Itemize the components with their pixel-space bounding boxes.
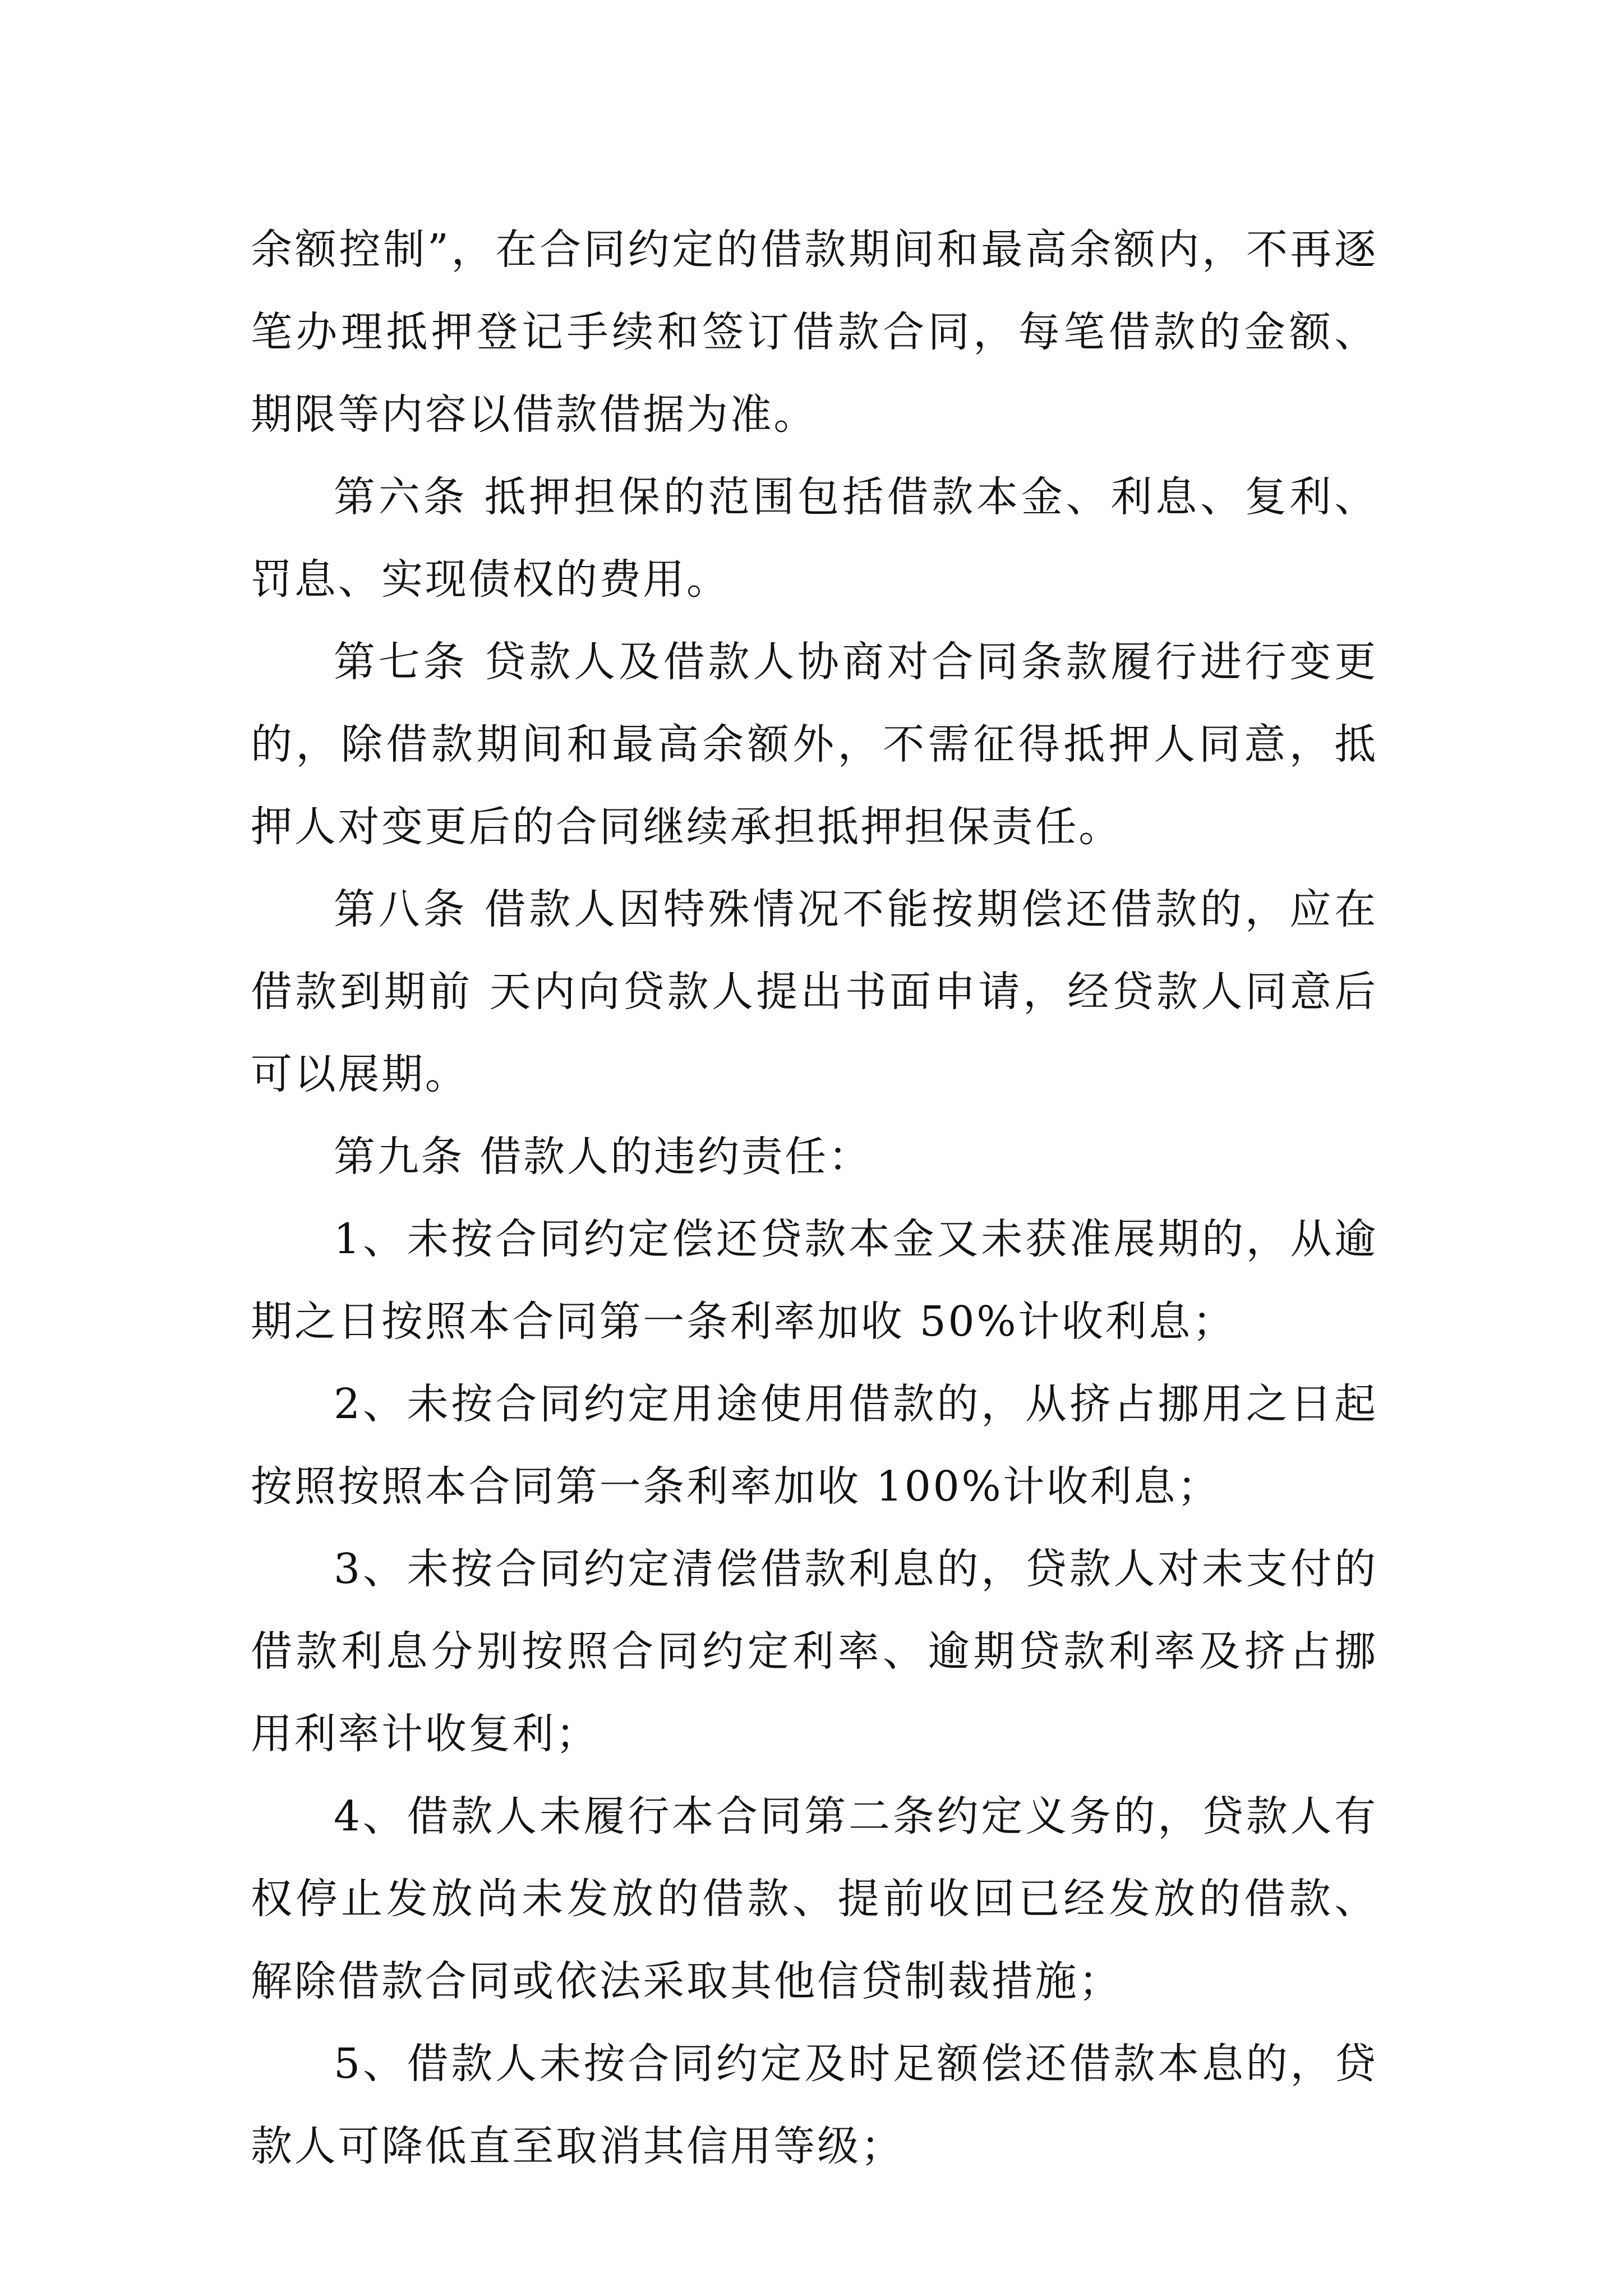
article-9-item-5: 5、借款人未按合同约定及时足额偿还借款本息的，贷款人可降低直至取消其信用等级； [251, 2040, 1378, 2170]
article-7: 第七条 贷款人及借款人协商对合同条款履行进行变更的，除借款期间和最高余额外，不需征得抵押人同意，抵押人对变更后的合同继续承担抵押担保责任。 [251, 638, 1378, 851]
article-9-item-4: 4、借款人未履行本合同第二条约定义务的，贷款人有权停止发放尚未发放的借款、提前收回已经发放的借款、解除借款合同或依法采取其他信贷制裁措施； [251, 1792, 1378, 2005]
article-8: 第八条 借款人因特殊情况不能按期偿还借款的，应在借款到期前 天内向贷款人提出书面申请，经贷款人同意后可以展期。 [251, 885, 1378, 1098]
paragraph-continuation: 余额控制”，在合同约定的借款期间和最高余额内，不再逐笔办理抵押登记手续和签订借款合同，每笔借款的金额、期限等内容以借款借据为准。 [251, 226, 1378, 439]
article-6: 第六条 抵押担保的范围包括借款本金、利息、复利、罚息、实现债权的费用。 [251, 473, 1378, 604]
article-9-heading: 第九条 借款人的违约责任： [334, 1133, 872, 1181]
contract-body [251, 209, 1378, 2188]
article-9-item-2: 2、未按合同约定用途使用借款的，从挤占挪用之日起按照按照本合同第一条利率加收 100%计收利息； [251, 1380, 1378, 1511]
article-9-item-3: 3、未按合同约定清偿借款利息的，贷款人对未支付的借款利息分别按照合同约定利率、逾期贷款利率及挤占挪用利率计收复利； [251, 1545, 1378, 1758]
article-9-item-1: 1、未按合同约定偿还贷款本金又未获准展期的，从逾期之日按照本合同第一条利率加收 50%计收利息； [251, 1215, 1378, 1346]
